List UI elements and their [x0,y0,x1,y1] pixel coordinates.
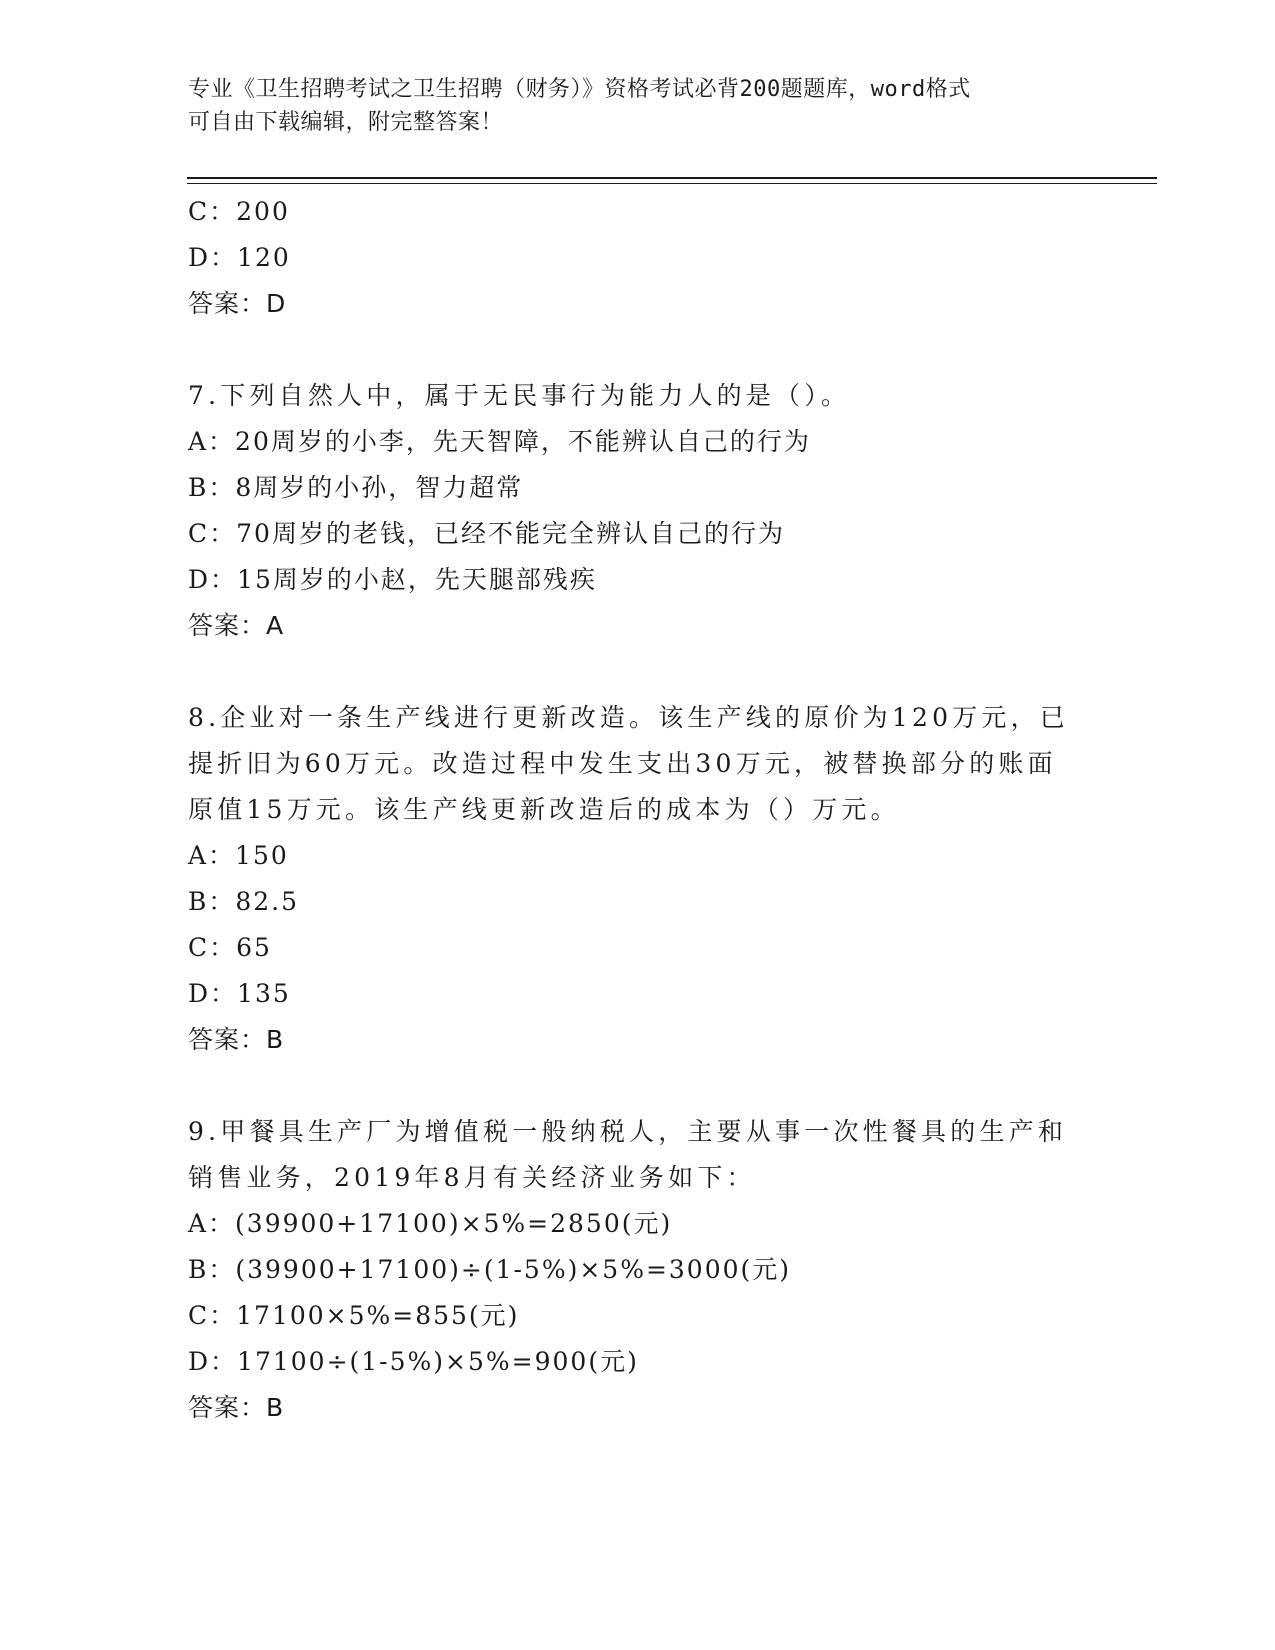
header-divider-thick [187,177,1157,179]
option-c: C：17100×5%=855(元) [188,1301,520,1330]
page-header [188,73,1088,139]
header-line-1: 专业《卫生招聘考试之卫生招聘（财务）》资格考试必背200题题库，word格式 [188,77,971,102]
header-divider-thin [187,183,1157,184]
option-a: A：150 [188,841,289,870]
answer-line: 答案：A [188,611,285,640]
spacer [188,649,1078,695]
option-b: B：8周岁的小孙，智力超常 [188,473,524,502]
spacer [188,1063,1078,1109]
option-b: B：82.5 [188,887,300,916]
question-stem: 7.下列自然人中，属于无民事行为能力人的是（）。 [188,381,851,410]
question-stem: 8.企业对一条生产线进行更新改造。该生产线的原价为120万元，已提折旧为60万元。改造过程中发生支出30万元，被替换部分的账面原值15万元。该生产线更新改造后的成本为（）万元。 [188,703,1069,824]
question-8 [188,695,1078,1063]
answer-line: 答案：B [188,1393,285,1422]
question-6-continued [188,189,1078,327]
question-stem: 9.甲餐具生产厂为增值税一般纳税人，主要从事一次性餐具的生产和销售业务，2019年8月有关经济业务如下： [188,1117,1068,1192]
option-c: C：200 [188,197,290,226]
question-9 [188,1109,1078,1431]
option-d: D：135 [188,979,291,1008]
answer-line: 答案：D [188,289,287,318]
option-c: C：65 [188,933,272,962]
option-b: B：(39900+17100)÷(1-5%)×5%=3000(元) [188,1255,792,1284]
question-7 [188,373,1078,649]
document-body [188,189,1078,1431]
option-d: D：17100÷(1-5%)×5%=900(元) [188,1347,639,1376]
option-a: A：20周岁的小李，先天智障，不能辨认自己的行为 [188,427,811,456]
option-d: D：15周岁的小赵，先天腿部残疾 [188,565,597,594]
option-d: D：120 [188,243,291,272]
option-a: A：(39900+17100)×5%=2850(元) [188,1209,673,1238]
option-c: C：70周岁的老钱，已经不能完全辨认自己的行为 [188,519,785,548]
answer-line: 答案：B [188,1025,285,1054]
spacer [188,327,1078,373]
header-line-2: 可自由下载编辑，附完整答案！ [188,110,504,135]
